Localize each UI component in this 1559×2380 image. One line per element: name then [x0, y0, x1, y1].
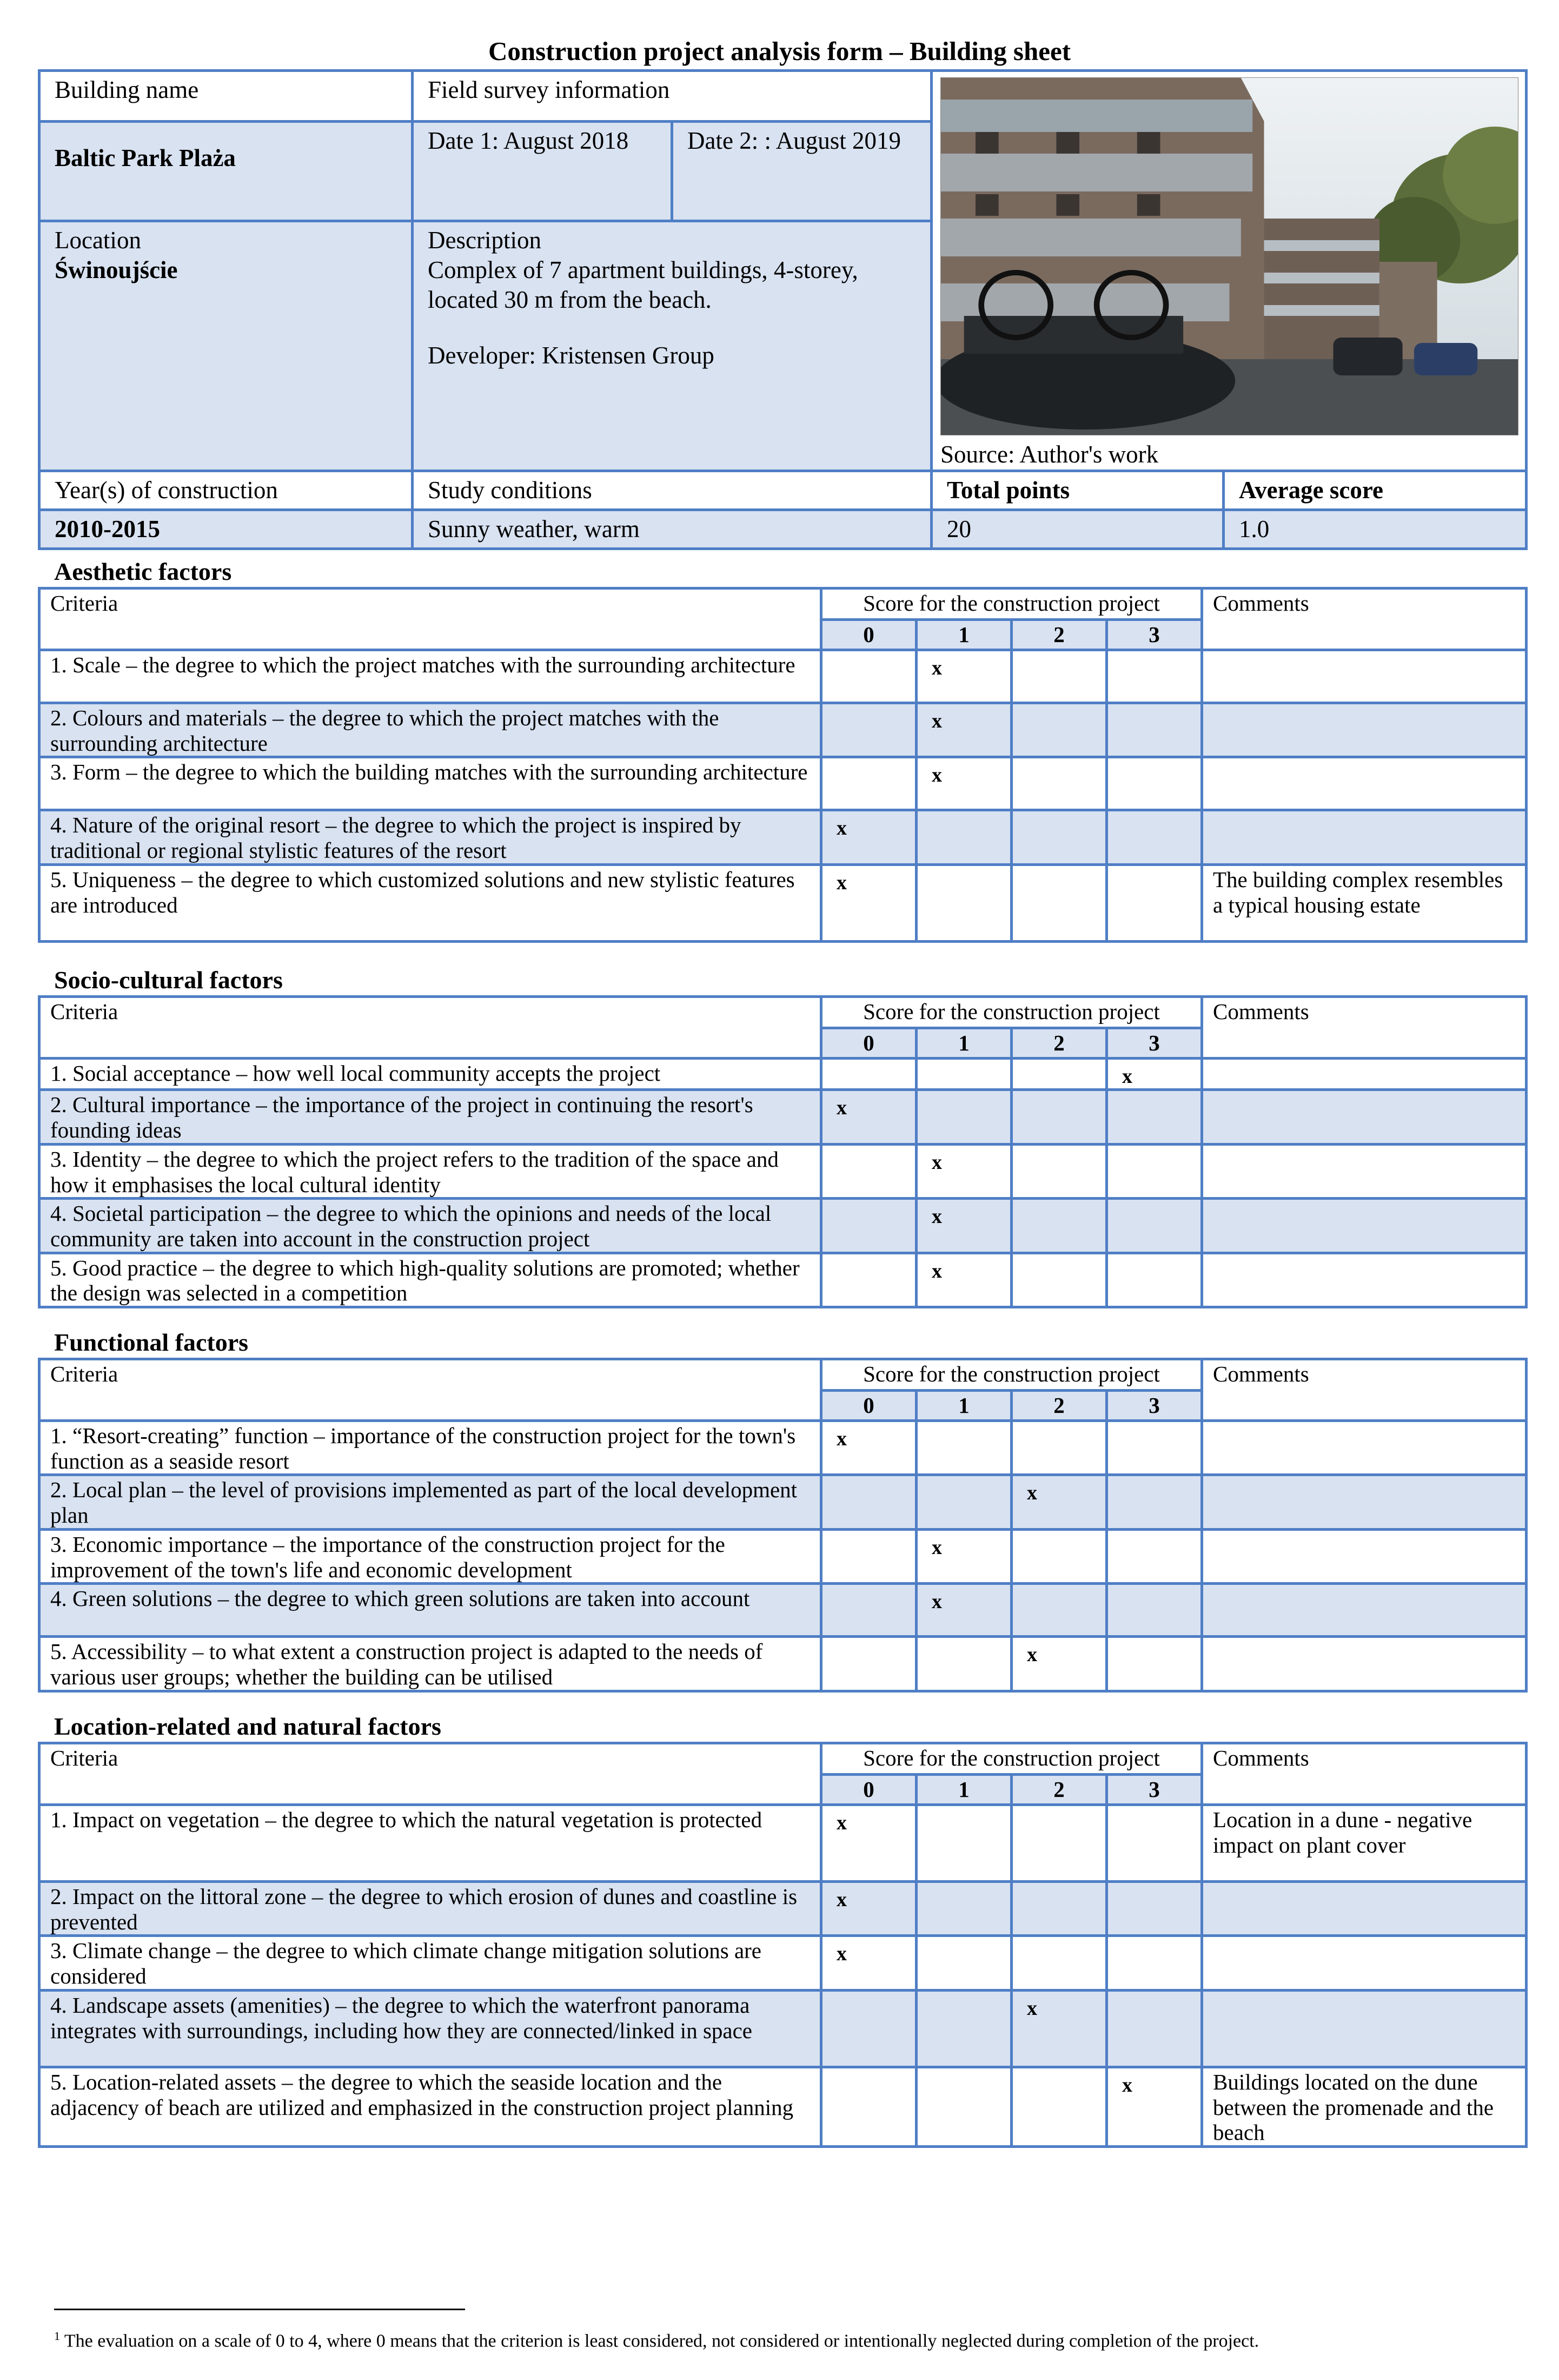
- score-cell: [1107, 757, 1202, 810]
- score-cell: [1012, 1090, 1107, 1144]
- score-column-2: 2: [1012, 620, 1107, 650]
- description-text: Complex of 7 apartment buildings, 4-storey, located 30 m from the beach.: [428, 256, 858, 314]
- score-column-2: 2: [1012, 1775, 1107, 1805]
- score-cell: [1107, 1090, 1202, 1144]
- criterion-text: 4. Nature of the original resort – the degree to which the project is inspired by traditional or regional stylistic features of the resort: [39, 810, 821, 864]
- field-survey-label: Field survey information: [413, 71, 932, 122]
- score-header: Score for the construction project: [821, 589, 1202, 620]
- score-cell: [1012, 1936, 1107, 1990]
- score-cell: [821, 1990, 917, 2067]
- criteria-header: Criteria: [39, 1359, 821, 1421]
- footnote-marker: 1: [54, 2329, 60, 2343]
- criterion-comment: [1202, 1882, 1527, 1936]
- page-title: Construction project analysis form – Building sheet: [488, 36, 1071, 66]
- score-cell: [917, 1805, 1012, 1882]
- score-cell: [821, 650, 917, 703]
- score-cell: [1107, 1637, 1202, 1691]
- score-mark: x: [821, 1090, 917, 1144]
- score-cell: [917, 1090, 1012, 1144]
- score-cell: [917, 1059, 1012, 1090]
- score-cell: [917, 1637, 1012, 1691]
- score-mark: x: [821, 1936, 917, 1990]
- score-mark: x: [1012, 1990, 1107, 2067]
- score-mark: x: [917, 1584, 1012, 1637]
- score-header: Score for the construction project: [821, 1743, 1202, 1775]
- criteria-table: [38, 1358, 1528, 1693]
- criteria-table: [38, 587, 1528, 943]
- score-cell: [821, 1144, 917, 1198]
- conditions-label: Study conditions: [413, 471, 932, 510]
- score-cell: [917, 1936, 1012, 1990]
- criterion-text: 2. Cultural importance – the importance of the project in continuing the resort's founding ideas: [39, 1090, 821, 1144]
- criterion-comment: [1202, 1637, 1527, 1691]
- score-column-2: 2: [1012, 1028, 1107, 1059]
- score-mark: x: [917, 1529, 1012, 1583]
- score-cell: [1012, 864, 1107, 941]
- criterion-text: 1. Social acceptance – how well local community accepts the project: [39, 1059, 821, 1090]
- criterion-comment: [1202, 1090, 1527, 1144]
- section-title: Functional factors: [54, 1328, 249, 1356]
- score-column-0: 0: [821, 1775, 917, 1805]
- score-cell: [821, 1253, 917, 1307]
- score-cell: [1012, 1584, 1107, 1637]
- criterion-text: 4. Societal participation – the degree to which the opinions and needs of the local community are taken into account in the construction project: [39, 1199, 821, 1253]
- criterion-text: 1. Impact on vegetation – the degree to which the natural vegetation is protected: [39, 1805, 821, 1882]
- comments-header: Comments: [1202, 997, 1527, 1059]
- footnote-divider: [54, 2309, 465, 2310]
- criteria-table: [38, 1742, 1528, 2148]
- score-header: Score for the construction project: [821, 1359, 1202, 1391]
- score-cell: [821, 1584, 917, 1637]
- comments-header: Comments: [1202, 1359, 1527, 1421]
- score-column-1: 1: [917, 1391, 1012, 1421]
- score-cell: [1012, 1882, 1107, 1936]
- score-cell: [1107, 703, 1202, 757]
- average-score-value: 1.0: [1224, 510, 1527, 548]
- score-mark: x: [917, 1144, 1012, 1198]
- comments-header: Comments: [1202, 1743, 1527, 1805]
- score-cell: [1107, 1144, 1202, 1198]
- score-cell: [821, 1475, 917, 1529]
- criterion-text: 4. Green solutions – the degree to which green solutions are taken into account: [39, 1584, 821, 1637]
- criteria-row: [39, 1936, 1527, 1990]
- score-column-1: 1: [917, 1028, 1012, 1059]
- score-cell: [1107, 1253, 1202, 1307]
- score-cell: [1107, 1882, 1202, 1936]
- criteria-row: [39, 1199, 1527, 1253]
- developer-text: Developer: Kristensen Group: [428, 342, 714, 369]
- description-label: Description: [428, 227, 541, 254]
- criteria-row: [39, 1059, 1527, 1090]
- criterion-text: 5. Location-related assets – the degree to which the seaside location and the adjacency of beach are utilized and emphasized in the construction project planning: [39, 2067, 821, 2146]
- score-cell: [1012, 810, 1107, 864]
- section-title: Aesthetic factors: [54, 558, 232, 585]
- score-cell: [1107, 1990, 1202, 2067]
- photo-source: Source: Author's work: [940, 441, 1159, 468]
- score-cell: [1012, 1421, 1107, 1475]
- score-cell: [1012, 650, 1107, 703]
- score-cell: [1012, 2067, 1107, 2146]
- building-photo: [940, 77, 1518, 435]
- score-cell: [1107, 1805, 1202, 1882]
- score-cell: [917, 1882, 1012, 1936]
- criterion-text: 5. Good practice – the degree to which high-quality solutions are promoted; whether the design was selected in a competition: [39, 1253, 821, 1307]
- criteria-header: Criteria: [39, 589, 821, 650]
- building-header-table: [38, 69, 1528, 550]
- score-mark: x: [917, 757, 1012, 810]
- score-cell: [1107, 650, 1202, 703]
- criterion-comment: [1202, 1475, 1527, 1529]
- criterion-text: 3. Economic importance – the importance of the construction project for the improvement of the town's life and economic development: [39, 1529, 821, 1583]
- comments-header: Comments: [1202, 589, 1527, 650]
- criterion-comment: [1202, 1421, 1527, 1475]
- criteria-row: [39, 1805, 1527, 1882]
- criteria-row: [39, 1144, 1527, 1198]
- score-cell: [821, 1059, 917, 1090]
- location-cell: [39, 221, 413, 471]
- score-column-0: 0: [821, 1391, 917, 1421]
- average-score-label: Average score: [1224, 471, 1527, 510]
- score-mark: x: [821, 1805, 917, 1882]
- score-cell: [917, 1421, 1012, 1475]
- score-cell: [917, 1990, 1012, 2067]
- criterion-text: 1. “Resort-creating” function – importance of the construction project for the town's function as a seaside resort: [39, 1421, 821, 1475]
- score-cell: [1107, 1421, 1202, 1475]
- score-cell: [1012, 703, 1107, 757]
- year-label: Year(s) of construction: [39, 471, 413, 510]
- score-mark: x: [917, 650, 1012, 703]
- criteria-table: [38, 995, 1528, 1308]
- criterion-comment: [1202, 810, 1527, 864]
- criteria-header: Criteria: [39, 1743, 821, 1805]
- criterion-comment: [1202, 650, 1527, 703]
- score-cell: [1012, 1199, 1107, 1253]
- criterion-comment: The building complex resembles a typical housing estate: [1202, 864, 1527, 941]
- criteria-row: [39, 1637, 1527, 1691]
- score-column-2: 2: [1012, 1391, 1107, 1421]
- criterion-text: 2. Local plan – the level of provisions implemented as part of the local development plan: [39, 1475, 821, 1529]
- location-label: Location: [55, 227, 141, 254]
- score-column-1: 1: [917, 620, 1012, 650]
- criterion-comment: [1202, 1584, 1527, 1637]
- criteria-row: [39, 810, 1527, 864]
- criterion-comment: Location in a dune - negative impact on plant cover: [1202, 1805, 1527, 1882]
- score-mark: x: [1107, 2067, 1202, 2146]
- criteria-row: [39, 1584, 1527, 1637]
- criterion-text: 5. Accessibility – to what extent a construction project is adapted to the needs of various user groups; whether the building can be utilised: [39, 1637, 821, 1691]
- score-cell: [1107, 1475, 1202, 1529]
- criterion-comment: [1202, 1199, 1527, 1253]
- score-mark: x: [821, 1882, 917, 1936]
- conditions-value: Sunny weather, warm: [413, 510, 932, 548]
- score-cell: [1012, 1805, 1107, 1882]
- score-cell: [1107, 810, 1202, 864]
- score-mark: x: [821, 864, 917, 941]
- criterion-text: 1. Scale – the degree to which the project matches with the surrounding architecture: [39, 650, 821, 703]
- criteria-row: [39, 703, 1527, 757]
- score-cell: [821, 757, 917, 810]
- footnote: [54, 2329, 1259, 2351]
- criterion-text: 2. Colours and materials – the degree to which the project matches with the surrounding architecture: [39, 703, 821, 757]
- section-title: Location-related and natural factors: [54, 1713, 441, 1740]
- section-title: Socio-cultural factors: [54, 966, 283, 994]
- score-column-3: 3: [1107, 620, 1202, 650]
- criteria-row: [39, 1253, 1527, 1307]
- description-cell: [413, 221, 932, 471]
- criterion-comment: [1202, 1059, 1527, 1090]
- photo-panel: [932, 71, 1527, 471]
- criteria-row: [39, 2067, 1527, 2146]
- score-cell: [1107, 1584, 1202, 1637]
- score-cell: [917, 864, 1012, 941]
- score-column-0: 0: [821, 1028, 917, 1059]
- criteria-row: [39, 1475, 1527, 1529]
- criterion-text: 3. Climate change – the degree to which climate change mitigation solutions are considered: [39, 1936, 821, 1990]
- score-column-3: 3: [1107, 1028, 1202, 1059]
- criterion-text: 3. Identity – the degree to which the project refers to the tradition of the space and how it emphasises the local cultural identity: [39, 1144, 821, 1198]
- total-points-value: 20: [932, 510, 1224, 548]
- criterion-comment: [1202, 1936, 1527, 1990]
- score-mark: x: [821, 810, 917, 864]
- criteria-row: [39, 650, 1527, 703]
- criterion-text: 4. Landscape assets (amenities) – the degree to which the waterfront panorama integrates with surroundings, including how they are connected/linked in space: [39, 1990, 821, 2067]
- survey-date-2: Date 2: : August 2019: [672, 121, 932, 221]
- score-cell: [1107, 1199, 1202, 1253]
- criterion-comment: Buildings located on the dune between the promenade and the beach: [1202, 2067, 1527, 2146]
- criteria-row: [39, 1421, 1527, 1475]
- criteria-row: [39, 1529, 1527, 1583]
- score-mark: x: [917, 1199, 1012, 1253]
- criteria-row: [39, 1090, 1527, 1144]
- score-cell: [917, 810, 1012, 864]
- criterion-comment: [1202, 1253, 1527, 1307]
- score-cell: [821, 1637, 917, 1691]
- score-column-1: 1: [917, 1775, 1012, 1805]
- score-cell: [1012, 1529, 1107, 1583]
- total-points-label: Total points: [932, 471, 1224, 510]
- criteria-row: [39, 757, 1527, 810]
- criteria-header: Criteria: [39, 997, 821, 1059]
- survey-date-1: Date 1: August 2018: [413, 121, 672, 221]
- score-cell: [1012, 1059, 1107, 1090]
- score-cell: [917, 2067, 1012, 2146]
- building-name: Baltic Park Plaża: [39, 121, 413, 221]
- score-mark: x: [1012, 1475, 1107, 1529]
- criterion-text: 3. Form – the degree to which the building matches with the surrounding architecture: [39, 757, 821, 810]
- score-cell: [821, 703, 917, 757]
- score-mark: x: [917, 703, 1012, 757]
- score-cell: [1012, 1144, 1107, 1198]
- score-column-0: 0: [821, 620, 917, 650]
- year-value: 2010-2015: [39, 510, 413, 548]
- building-name-label: Building name: [39, 71, 413, 122]
- criterion-comment: [1202, 757, 1527, 810]
- score-column-3: 3: [1107, 1391, 1202, 1421]
- score-cell: [1107, 1936, 1202, 1990]
- criterion-comment: [1202, 1144, 1527, 1198]
- criteria-row: [39, 1882, 1527, 1936]
- score-mark: x: [917, 1253, 1012, 1307]
- criteria-row: [39, 864, 1527, 941]
- score-cell: [821, 1199, 917, 1253]
- criterion-comment: [1202, 703, 1527, 757]
- score-cell: [821, 2067, 917, 2146]
- score-cell: [1107, 864, 1202, 941]
- score-cell: [1012, 1253, 1107, 1307]
- score-mark: x: [1012, 1637, 1107, 1691]
- score-mark: x: [1107, 1059, 1202, 1090]
- footnote-text: The evaluation on a scale of 0 to 4, where 0 means that the criterion is least considered, not considered or intentionally neglected during completion of the project.: [64, 2331, 1259, 2351]
- score-cell: [917, 1475, 1012, 1529]
- location-value: Świnoujście: [55, 256, 178, 284]
- score-cell: [1012, 757, 1107, 810]
- criterion-comment: [1202, 1529, 1527, 1583]
- score-cell: [1107, 1529, 1202, 1583]
- score-header: Score for the construction project: [821, 997, 1202, 1028]
- criterion-text: 2. Impact on the littoral zone – the degree to which erosion of dunes and coastline is prevented: [39, 1882, 821, 1936]
- criteria-row: [39, 1990, 1527, 2067]
- criterion-text: 5. Uniqueness – the degree to which customized solutions and new stylistic features are introduced: [39, 864, 821, 941]
- criterion-comment: [1202, 1990, 1527, 2067]
- score-mark: x: [821, 1421, 917, 1475]
- score-column-3: 3: [1107, 1775, 1202, 1805]
- score-cell: [821, 1529, 917, 1583]
